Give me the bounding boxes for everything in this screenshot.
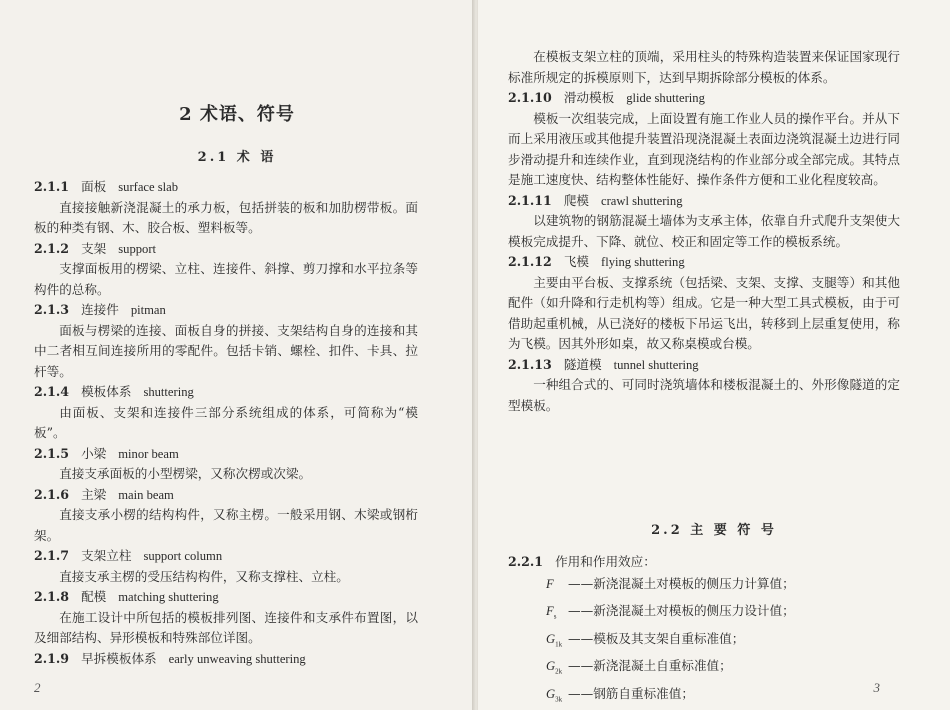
term-definition: 直接支承主楞的受压结构构件，又称支撑柱、立柱。 [59,568,349,584]
symbol-description: ——新浇混凝土自重标准值； [568,658,732,674]
symbol [546,629,568,656]
term-entry [508,191,900,253]
term-number: 2.1.4 [34,384,70,399]
term-definition: 直接支承小楞的结构构件，又称主楞。一般采用钢、木梁或钢桁架。 [34,507,418,543]
term-head [34,546,418,567]
term-head [508,355,900,376]
term-definition: 主要由平台板、支撑系统（包括梁、支架、支撑、支腿等）和其他配件（如升降和行走机构等）组成。它是一种大型工具式模板，由于可借助起重机械，从已浇好的楼板下吊运飞出，转移到上层重复使用，称为飞模。因其外形如桌，故又称桌模或台模。 [508,274,900,351]
section-title-terms: 2.1 术 语 [197,150,277,165]
term-english: support column [143,549,223,563]
term-head [34,177,418,198]
term-chinese: 模板体系 [81,384,132,399]
symbol-subscript: 1k [555,640,563,649]
term-entry [508,252,900,355]
term-definition: 以建筑物的钢筋混凝土墙体为支承主体，依靠自升式爬升支架使大模板完成提升、下降、就位、校正和固定等工作的模板系统。 [508,213,900,249]
term-entry [34,382,418,444]
term-definition: 支撑面板用的楞梁、立柱、连接件、斜撑、剪刀撑和水平拉条等构件的总称。 [34,261,418,297]
page-number-left: 2 [34,680,41,695]
term-number: 2.1.6 [34,486,70,502]
term-english: flying shuttering [601,255,685,269]
term-chinese: 小梁 [81,445,107,461]
term-number: 2.1.9 [34,650,70,666]
term-chinese: 早拆模板体系 [81,650,157,666]
symbols-head [508,552,900,573]
term-head [34,485,418,506]
term-head [508,191,900,212]
term-english: shuttering [143,385,194,399]
term-english: tunnel shuttering [613,357,699,372]
term-chinese: 主梁 [81,486,107,502]
symbol-description: ——钢筋自重标准值； [568,685,694,701]
term-english: main beam [118,487,174,502]
symbol-row [508,600,900,628]
symbol [546,656,568,683]
symbol-description: ——新浇混凝土对模板的侧压力计算值； [568,575,795,591]
symbol-letter: G [546,631,556,646]
symbol-letter: G [546,686,556,701]
term-entry [34,444,418,485]
symbol-row [508,573,900,601]
symbol-letter: F [546,604,554,619]
symbol [546,684,568,710]
term-number: 2.1.3 [34,302,70,317]
term-chinese: 配模 [81,589,107,604]
continued-definition: 在模板支架立柱的顶端，采用柱头的特殊构造装置来保证国家现行标准所规定的拆模原则下，达到早期拆除部分模板的体系。 [508,49,900,85]
left-column [34,177,418,669]
term-entry [34,485,418,547]
term-number: 2.1.13 [508,356,552,372]
chapter-title: 2 术语、符号 [179,104,295,125]
symbol-row [508,628,900,656]
symbols-block [508,552,900,710]
symbol-subscript: s [553,612,557,621]
term-head [34,587,418,608]
term-entry [34,587,418,649]
term-entry [34,546,418,587]
term-definition: 一种组合式的、可同时浇筑墙体和楼板混凝土的、外形像隧道的定型模板。 [508,377,900,413]
term-entry [34,300,418,382]
term-number: 2.1.5 [34,445,70,461]
term-entry [34,649,418,670]
term-number: 2.1.8 [34,589,70,604]
right-column [508,47,900,416]
term-english: support [118,241,157,256]
term-definition: 模板一次组装完成，上面设置有施工作业人员的操作平台。并从下而上采用液压或其他提升装置沿现浇混凝土表面边浇筑混凝土边进行同步滑动提升和连续作业，直到现浇结构的作业部分或全部完成。其特点是施工速度快、结构整体性能好、操作条件方便和工业化程度较高。 [508,110,900,187]
term-definition: 直接接触新浇混凝土的承力板，包括拼装的板和加肋楞带板。面板的种类有钢、木、胶合板、塑料板等。 [34,199,418,235]
symbol-row [508,655,900,683]
term-definition: 面板与楞梁的连接、面板自身的拼接、支架结构自身的连接和其中二者相互间连接所用的零配件。包括卡销、螺栓、扣件、卡具、拉杆等。 [34,322,418,379]
term-english: pitman [130,303,166,317]
term-chinese: 飞模 [563,254,590,269]
symbol-letter: G [546,659,556,674]
term-head [34,300,418,321]
symbol-subscript: 2k [555,667,563,676]
term-english: glide shuttering [626,91,705,105]
term-english: surface slab [118,180,179,194]
term-definition: 直接支承面板的小型楞梁，又称次楞或次梁。 [59,466,312,481]
term-chinese: 爬模 [563,192,590,208]
term-head [34,649,418,670]
term-chinese: 支架立柱 [81,548,132,563]
term-entry [508,88,900,191]
symbol [546,601,568,628]
term-head [508,252,900,273]
term-definition: 在施工设计中所包括的模板排列图、连接件和支承件布置图，以及细部结构、异形模板和特殊部位详图。 [34,609,418,645]
term-chinese: 面板 [81,179,107,194]
section-title-symbols: 2.2 主 要 符 号 [651,523,777,538]
term-head [34,382,418,403]
symbols-number: 2.2.1 [508,554,544,569]
term-chinese: 支架 [81,240,107,256]
term-number: 2.1.10 [508,90,552,105]
term-head [34,444,418,465]
term-chinese: 隧道模 [563,356,602,372]
symbol [546,574,568,601]
term-english: matching shuttering [118,590,219,604]
symbol-letter: F [546,576,554,591]
term-number: 2.1.11 [508,192,552,208]
term-english: early unweaving shuttering [168,651,306,666]
term-number: 2.1.2 [34,240,70,256]
symbol-subscript: 3k [555,695,563,704]
term-english: minor beam [118,446,179,461]
term-chinese: 滑动模板 [563,90,615,105]
term-entry [508,355,900,417]
term-number: 2.1.1 [34,179,70,194]
term-english: crawl shuttering [601,193,683,208]
term-head [34,239,418,260]
term-entry [34,177,418,239]
term-number: 2.1.12 [508,254,552,269]
term-entry [34,239,418,301]
symbol-row [508,683,900,710]
page-number-right: 3 [873,680,880,695]
term-head [508,88,900,109]
symbol-description: ——模板及其支架自重标准值； [568,630,745,646]
term-definition: 由面板、支架和连接件三部分系统组成的体系，可简称为“模板”。 [34,404,418,440]
symbols-heading: 作用和作用效应： [555,554,656,569]
symbol-description: ——新浇混凝土对模板的侧压力设计值； [568,603,795,619]
term-chinese: 连接件 [81,302,119,317]
term-number: 2.1.7 [34,548,70,563]
